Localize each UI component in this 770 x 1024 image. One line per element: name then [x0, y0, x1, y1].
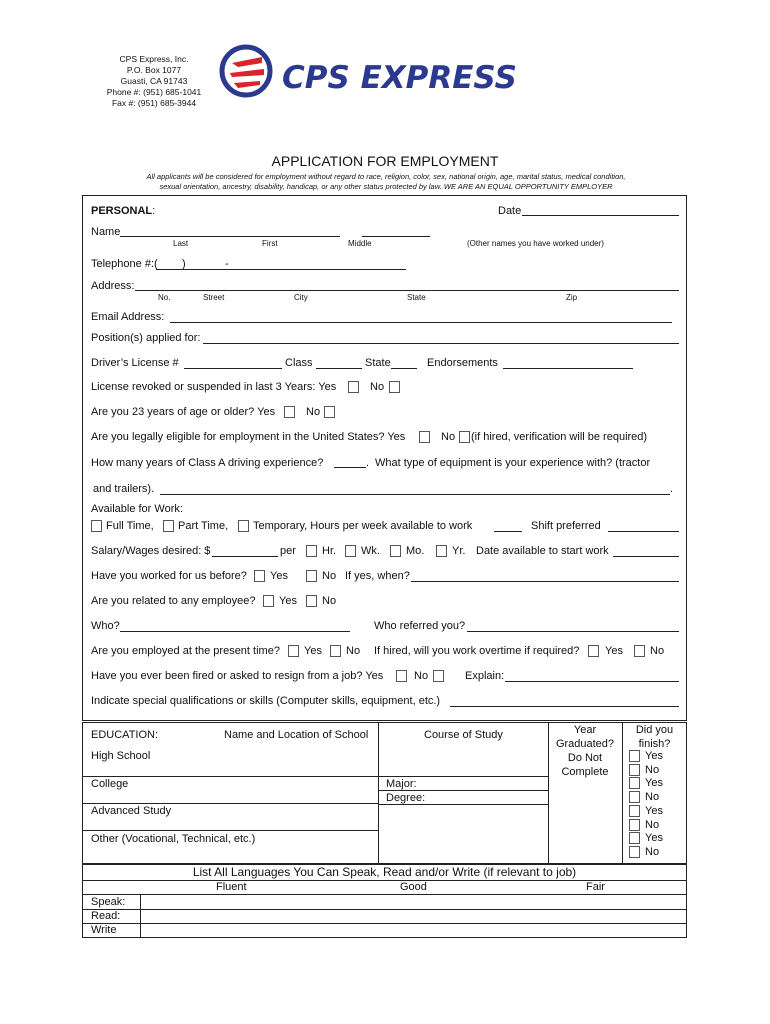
worked-before-yes-checkbox[interactable] — [254, 570, 265, 582]
telephone-label: Telephone #:( — [91, 258, 158, 270]
related-yes-checkbox[interactable] — [263, 595, 274, 607]
overtime-yes-checkbox[interactable] — [588, 645, 599, 657]
salary-field[interactable] — [212, 556, 278, 557]
edu-row-advanced: Advanced Study — [91, 805, 172, 817]
eeo-statement: All applicants will be considered for employment without regard to race, religion, color, sex, national origin, age, marital status, medical condition, sexual orientation, ancestry, disability, handicap, or any other status protected by law. WE ARE AN EQUAL OPPORTUNITY EMPLOYER — [146, 172, 626, 191]
worked-before-label: Have you worked for us before? — [91, 570, 247, 582]
major-label: Major: — [386, 778, 417, 790]
company-city: Guasti, CA 91743 — [120, 76, 188, 86]
edu-row-college: College — [91, 778, 129, 790]
verification-note: (if hired, verification will be required) — [471, 431, 648, 443]
related-no-checkbox[interactable] — [306, 595, 317, 607]
year-column-header: Year Graduated? Do Not Complete — [555, 724, 615, 778]
college-yes-checkbox[interactable] — [629, 777, 640, 789]
position-label: Position(s) applied for: — [91, 332, 201, 344]
experience-label: How many years of Class A driving experience? — [91, 457, 324, 469]
fair-header: Fair — [586, 881, 605, 893]
employed-label: Are you employed at the present time? — [91, 645, 280, 657]
speak-label: Speak: — [91, 896, 126, 908]
hs-yes-checkbox[interactable] — [629, 750, 640, 762]
other-yes-checkbox[interactable] — [629, 832, 640, 844]
fired-yes-checkbox[interactable] — [396, 670, 407, 682]
position-field[interactable] — [203, 343, 679, 344]
age-yes-checkbox[interactable] — [284, 406, 295, 418]
start-date-label: Date available to start work — [476, 545, 609, 557]
worked-before-no-checkbox[interactable] — [306, 570, 317, 582]
fired-label: Have you ever been fired or asked to resign from a job? Yes — [91, 670, 384, 682]
finish-column-header: Did you finish? — [635, 724, 674, 750]
company-fax: Fax #: (951) 685-3944 — [111, 98, 197, 108]
per-hour-checkbox[interactable] — [306, 545, 317, 557]
overtime-label: If hired, will you work overtime if required? — [374, 645, 580, 657]
date-label: Date — [498, 205, 522, 217]
eligible-yes-checkbox[interactable] — [419, 431, 430, 443]
personal-heading: PERSONAL: — [91, 205, 156, 217]
date-field[interactable] — [522, 215, 679, 216]
license-field[interactable] — [184, 368, 282, 369]
equipment-label: What type of equipment is your experience with? (tractor — [375, 457, 651, 469]
revoked-yes-checkbox[interactable] — [348, 381, 359, 393]
form-title: APPLICATION FOR EMPLOYMENT — [271, 153, 499, 169]
name-middle-caption: Middle — [348, 239, 372, 248]
edu-row-other: Other (Vocational, Technical, etc.) — [91, 833, 256, 845]
school-column-header: Name and Location of School — [224, 729, 369, 741]
name-label: Name — [91, 226, 121, 238]
who-field[interactable] — [120, 631, 350, 632]
temporary-checkbox[interactable] — [238, 520, 249, 532]
company-phone: Phone #: (951) 685-1041 — [106, 87, 202, 97]
company-address — [64, 54, 244, 109]
write-label: Write — [91, 924, 117, 936]
address-field[interactable] — [135, 290, 679, 291]
referred-field[interactable] — [467, 631, 679, 632]
experience-field[interactable] — [334, 467, 366, 468]
explain-field[interactable] — [505, 681, 679, 682]
start-date-field[interactable] — [613, 556, 679, 557]
edu-row-high-school: High School — [91, 750, 151, 762]
languages-heading: List All Languages You Can Speak, Read and/or Write (if relevant to job) — [192, 865, 577, 879]
worked-when-field[interactable] — [411, 581, 679, 582]
hs-no-checkbox[interactable] — [629, 764, 640, 776]
endorsements-label: Endorsements — [427, 357, 498, 369]
hours-field[interactable] — [494, 531, 522, 532]
available-label: Available for Work: — [91, 503, 183, 515]
equipment-field[interactable] — [160, 494, 670, 495]
part-time-checkbox[interactable] — [163, 520, 174, 532]
email-field[interactable] — [170, 322, 672, 323]
read-label: Read: — [91, 910, 121, 922]
fired-no-checkbox[interactable] — [433, 670, 444, 682]
revoked-no-checkbox[interactable] — [389, 381, 400, 393]
full-time-checkbox[interactable] — [91, 520, 102, 532]
logo-text: CPS EXPRESS — [282, 60, 517, 96]
other-names-caption: (Other names you have worked under) — [467, 239, 604, 248]
address-label: Address: — [91, 280, 135, 292]
qualifications-label: Indicate special qualifications or skills (Computer skills, equipment, etc.) — [91, 695, 441, 707]
eligible-label: Are you legally eligible for employment in the United States? Yes — [91, 431, 406, 443]
shift-field[interactable] — [608, 531, 679, 532]
state-field[interactable] — [391, 368, 417, 369]
class-label: Class — [285, 357, 313, 369]
revoked-label: License revoked or suspended in last 3 Years: Yes — [91, 381, 337, 393]
company-name: CPS Express, Inc. — [119, 54, 189, 64]
salary-label: Salary/Wages desired: $ — [91, 545, 211, 557]
trailers-label: and trailers). — [93, 483, 155, 495]
telephone-field[interactable] — [156, 269, 406, 270]
license-label: Driver’s License # — [91, 357, 179, 369]
name-first-caption: First — [262, 239, 278, 248]
per-week-checkbox[interactable] — [345, 545, 356, 557]
endorsements-field[interactable] — [503, 368, 633, 369]
name-last-caption: Last — [173, 239, 189, 248]
advanced-no-checkbox[interactable] — [629, 819, 640, 831]
employed-no-checkbox[interactable] — [330, 645, 341, 657]
fluent-header: Fluent — [216, 881, 247, 893]
per-year-checkbox[interactable] — [436, 545, 447, 557]
qualifications-field[interactable] — [450, 706, 679, 707]
class-field[interactable] — [316, 368, 362, 369]
per-month-checkbox[interactable] — [390, 545, 401, 557]
cps-express-logo — [218, 43, 558, 99]
age-no-checkbox[interactable] — [324, 406, 335, 418]
good-header: Good — [400, 881, 427, 893]
other-no-checkbox[interactable] — [629, 846, 640, 858]
degree-label: Degree: — [386, 792, 426, 804]
email-label: Email Address: — [91, 311, 165, 323]
company-po-box: P.O. Box 1077 — [126, 65, 182, 75]
explain-label: Explain: — [465, 670, 505, 682]
name-field[interactable] — [120, 236, 340, 237]
education-heading: EDUCATION: — [91, 729, 159, 741]
course-column-header: Course of Study — [424, 729, 503, 741]
referred-label: Who referred you? — [374, 620, 466, 632]
advanced-yes-checkbox[interactable] — [629, 805, 640, 817]
overtime-no-checkbox[interactable] — [634, 645, 645, 657]
age-label: Are you 23 years of age or older? Yes — [91, 406, 276, 418]
eligible-no-checkbox[interactable] — [459, 431, 470, 443]
who-label: Who? — [91, 620, 120, 632]
college-no-checkbox[interactable] — [629, 791, 640, 803]
middle-name-field[interactable] — [362, 236, 430, 237]
related-label: Are you related to any employee? — [91, 595, 256, 607]
state-label: State — [365, 357, 391, 369]
employed-yes-checkbox[interactable] — [288, 645, 299, 657]
